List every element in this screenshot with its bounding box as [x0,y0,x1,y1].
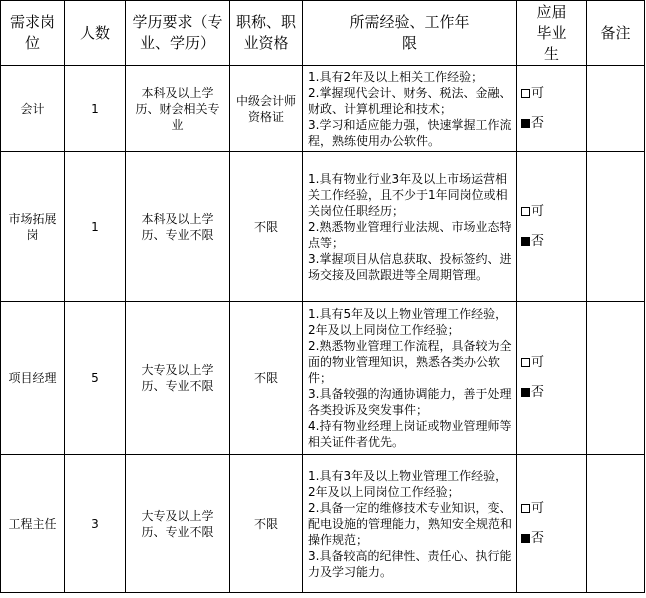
cell-education [126,302,230,455]
cell-requirements [303,455,517,593]
graduate-option-label: 可 [531,355,545,370]
cell-education-text: 本科及以上学历、财会相关专业 [135,85,220,132]
cell-requirements [303,302,517,455]
cell-position [1,152,65,302]
cell-position-text: 项目经理 [8,371,57,385]
cell-position [1,455,65,593]
cell-title-cert [230,66,303,152]
cell-position [1,302,65,455]
cell-count [65,455,126,593]
graduate-option-yes [517,203,586,221]
cell-title-cert-text: 中级会计师资格证 [236,93,297,124]
header-education: 学历要求（专业、学历） [126,1,230,66]
cell-count-text: 3 [91,516,99,531]
graduate-option-label: 可 [531,500,545,516]
cell-position-text: 会计 [20,101,45,116]
cell-remarks [587,455,645,593]
table-row [1,66,645,152]
requirement-line: 2.熟悉物业管理工作流程，具备较为全面的物业管理知识，熟悉各类办公软件； [308,339,512,385]
requirement-line: 2.熟悉物业管理行业法规、市场业态特点等； [308,219,512,250]
graduate-option-no [517,233,586,251]
cell-count-text: 5 [91,371,99,385]
cell-title-cert [230,455,303,593]
header-title-cert: 职称、职业资格 [230,1,303,66]
table-row [1,455,645,593]
cell-position [1,66,65,152]
cell-position-text: 工程主任 [8,516,57,531]
unchecked-box-icon [521,504,530,513]
cell-education-text: 大专及以上学历、专业不限 [141,508,214,539]
cell-count-text: 1 [91,219,99,234]
graduate-option-no [517,530,586,548]
cell-position-text: 市场拓展岗 [8,211,57,242]
unchecked-box-icon [521,358,530,367]
unchecked-box-icon [521,89,530,98]
cell-remarks [587,66,645,152]
cell-graduate [517,152,587,302]
requirement-line: 1.具有5年及以上物业管理工作经验，2年及以上同岗位工作经验； [308,307,508,337]
cell-count-text: 1 [91,101,99,116]
cell-count [65,152,126,302]
cell-education [126,152,230,302]
cell-title-cert-text: 不限 [253,516,278,531]
cell-title-cert-text: 不限 [253,219,278,234]
graduate-option-no [517,115,586,133]
cell-title-cert [230,152,303,302]
cell-graduate [517,66,587,152]
requirement-line: 4.持有物业经理上岗证或物业管理师等相关证件者优先。 [308,419,512,449]
header-graduate: 应届毕业生 [517,1,587,66]
cell-remarks [587,152,645,302]
graduate-option-label: 否 [531,385,545,400]
cell-title-cert [230,302,303,455]
graduate-option-yes [517,85,586,103]
graduate-option-label: 否 [531,530,545,546]
header-remarks: 备注 [587,1,645,66]
requirement-line: 3.具备较高的纪律性、责任心、执行能力及学习能力。 [308,548,512,579]
cell-requirements [303,66,517,152]
requirement-line: 3.学习和适应能力强，快速掌握工作流程，熟练使用办公软件。 [308,117,512,148]
requirement-line: 3.具备较强的沟通协调能力，善于处理各类投诉及突发事件； [308,387,512,417]
graduate-option-label: 否 [531,115,545,131]
requirement-line: 3.掌握项目从信息获取、投标签约、进场交接及回款跟进等全周期管理。 [308,251,512,282]
requirement-line: 1.具有物业行业3年及以上市场运营相关工作经验，且不少于1年同岗位或相关岗位任职经历； [308,171,508,218]
cell-count [65,302,126,455]
header-position: 需求岗位 [1,1,65,66]
requirement-line: 1.具有3年及以上物业管理工作经验，2年及以上同岗位工作经验； [308,468,508,499]
graduate-option-yes [517,354,586,372]
graduate-option-label: 可 [531,203,545,219]
table-row [1,302,645,455]
header-count: 人数 [65,1,126,66]
cell-education-text: 大专及以上学历、专业不限 [141,363,214,393]
checked-box-icon [521,534,530,543]
cell-education-text: 本科及以上学历、专业不限 [141,211,214,242]
checked-box-icon [521,388,530,397]
checked-box-icon [521,237,530,246]
header-experience: 所需经验、工作年限 [303,1,517,66]
table-body [1,66,645,593]
checked-box-icon [521,119,530,128]
table-row [1,152,645,302]
header-row [1,1,645,66]
requirement-line: 2.具备一定的维修技术专业知识，变、配电设施的管理能力，熟知安全规范和操作规范； [308,500,513,547]
unchecked-box-icon [521,207,530,216]
cell-graduate [517,455,587,593]
graduate-option-yes [517,500,586,518]
cell-title-cert-text: 不限 [253,371,278,385]
requirement-line: 2.掌握现代会计、财务、税法、金融、财政、计算机理论和技术； [308,85,512,116]
cell-education [126,66,230,152]
graduate-option-no [517,384,586,402]
cell-graduate [517,302,587,455]
cell-education [126,455,230,593]
cell-remarks [587,302,645,455]
cell-requirements [303,152,517,302]
graduate-option-label: 否 [531,233,545,249]
cell-count [65,66,126,152]
requirement-line: 1.具有2年及以上相关工作经验； [308,69,484,84]
graduate-option-label: 可 [531,85,545,101]
